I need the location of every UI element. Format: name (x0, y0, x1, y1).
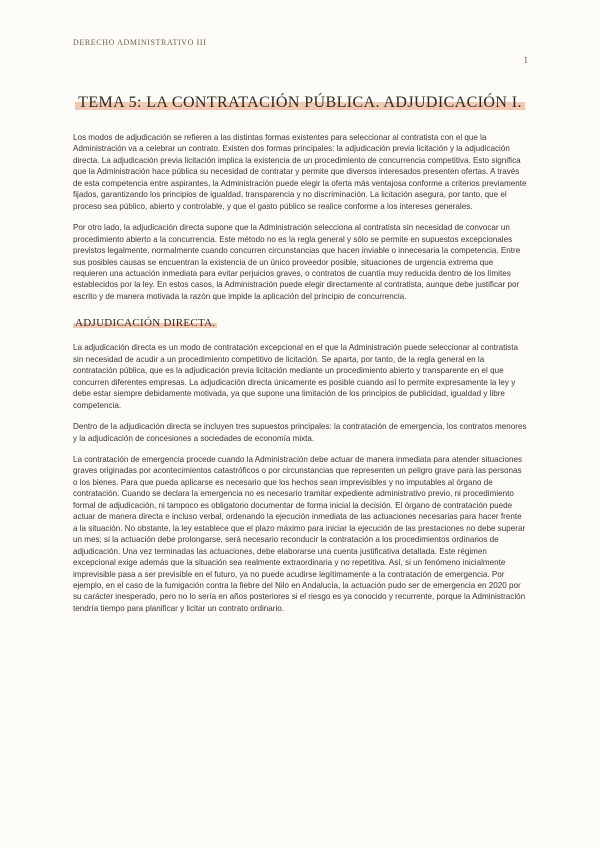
section-paragraph-1: La adjudicación directa es un modo de contratación excepcional en el que la Administración puede seleccionar al contratista sin necesidad de acudir a un procedimiento competitivo de licitación. Se aparta, por tanto, de la regla general en la contratación pública, que es la adjudicación previa licitación mediante un procedimiento abierto y transparente en el que concurren diferentes empresas. La adjudicación directa únicamente es posible cuando así lo permite expresamente la ley y debe estar siempre debidamente motivada, ya que supone una limitación de los principios de publicidad, igualdad y libre competencia. (73, 343, 518, 410)
running-header: DERECHO ADMINISTRATIVO III (73, 38, 207, 47)
intro-paragraph-1: Los modos de adjudicación se refieren a las distintas formas existentes para seleccionar al contratista con el que la Administración va a celebrar un contrato. Existen dos formas principales: la adjudicación previa licitación y la adjudicación directa. La adjudicación previa licitación implica la existencia de un procedimiento de concurrencia competitiva. Esto significa que la Administración hace pública su necesidad de contratar y permite que diversos interesados presenten ofertas. A través de esta competencia entre aspirantes, la Administración puede elegir la oferta más ventajosa conforme a criterios previamente fijados, garantizando los principios de igualdad, transparencia y no discriminación. La licitación asegura, por tanto, que el proceso sea público, abierto y controlable, y que el gasto público se realice conforme a los intereses generales. (73, 133, 527, 211)
section-paragraph-3: La contratación de emergencia procede cuando la Administración debe actuar de manera inmediata para atender situaciones graves originadas por acontecimientos catastróficos o por circunstancias que representen un peligro grave para las personas o los bienes. Para que pueda aplicarse es necesario que los hechos sean imprevisibles y no imputables al órgano de contratación. Cuando se declara la emergencia no es necesario tramitar expediente administrativo previo, ni procedimiento formal de adjudicación, ni tampoco es obligatorio documentar de forma inicial la decisión. El órgano de contratación puede actuar de manera directa e incluso verbal, ordenando la ejecución inmediata de las actuaciones necesarias para hacer frente a la situación. No obstante, la ley establece que el plazo máximo para iniciar la ejecución de las prestaciones no debe superar un mes; si la actuación debe prolongarse, será necesario reconducir la contratación a los procedimientos ordinarios de adjudicación. Una vez terminadas las actuaciones, debe elaborarse una cuenta justificativa detallada. Este régimen excepcional exige además que la situación sea realmente extraordinaria y no repetitiva. Así, si un fenómeno inicialmente imprevisible pasa a ser previsible en el futuro, ya no puede acudirse legítimamente a la contratación de emergencia. Por ejemplo, en el caso de la fumigación contra la fiebre del Nilo en Andalucía, la actuación pudo ser de emergencia en 2020 por su carácter inesperado, pero no lo sería en años posteriores si el riesgo es ya conocido y recurrente, porque la Administración tendría tiempo para planificar y licitar un contrato ordinario. (73, 454, 526, 613)
intro-paragraph-2: Por otro lado, la adjudicación directa supone que la Administración selecciona al contratista sin necesidad de convocar un procedimiento abierto a la concurrencia. Este método no es la regla general y sólo se permite en supuestos excepcionales previstos legalmente, normalmente cuando concurren circunstancias que hacen inviable o innecesaria la competencia. Entre sus posibles causas se encuentran la existencia de un único proveedor posible, situaciones de urgencia extrema que requieren una actuación inmediata para evitar perjuicios graves, o contratos de cuantía muy reducida dentro de los límites establecidos por la ley. En estos casos, la Administración puede elegir directamente al contratista, aunque debe justificar por escrito y de manera motivada la razón que impide la aplicación del principio de concurrencia. (73, 223, 521, 301)
body-content (73, 132, 527, 624)
page-title: TEMA 5: LA CONTRATACIÓN PÚBLICA. ADJUDICACIÓN I. (75, 94, 525, 112)
page-number: 1 (523, 55, 528, 65)
section-heading: ADJUDICACIÓN DIRECTA. (75, 317, 216, 330)
title-container (0, 94, 600, 112)
section-paragraph-2: Dentro de la adjudicación directa se incluyen tres supuestos principales: la contratación de emergencia, los contratos menores y la adjudicación de concesiones a sociedades de economía mixta. (73, 422, 527, 443)
